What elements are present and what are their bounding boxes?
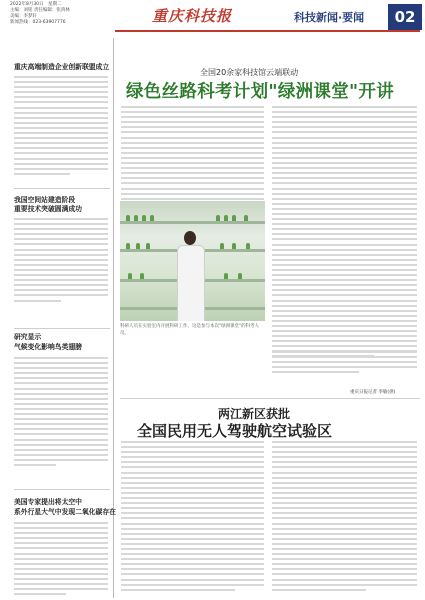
- article-body-alliance: [14, 76, 108, 178]
- article-body-exoplanet: [14, 522, 108, 598]
- page-header: [0, 0, 425, 40]
- article-body-station: [14, 218, 108, 305]
- main-body-col2: [272, 106, 417, 376]
- main-body-col1-top: [121, 106, 264, 203]
- page-number: 02: [388, 4, 422, 30]
- issue-info: [10, 2, 70, 26]
- main-byline: 重庆日报记者 李敏(供): [350, 390, 396, 395]
- main-headline: 绿色丝路科考计划"绿洲课堂"开讲: [126, 82, 395, 102]
- article-title-station-2: 重要技术突破圆满成功: [14, 205, 82, 213]
- designer: 美编：李梦轩: [10, 14, 37, 19]
- main-body-col2-bottom: [272, 340, 417, 360]
- main-kicker: 全国20余家科技馆云端联动: [200, 68, 299, 77]
- header-rule: [115, 30, 420, 32]
- article-title-alliance: 重庆高端制造企业创新联盟成立: [14, 63, 110, 71]
- masthead-logo: 重庆科技报: [152, 7, 233, 25]
- lower-headline-2: 全国民用无人驾驶航空试验区: [137, 422, 333, 440]
- article-title-study-2: 气候变化影响鸟类翅膀: [14, 343, 82, 351]
- left-rule-3: [14, 489, 110, 490]
- issue-date: 2022年8月30日 星期二: [10, 2, 62, 7]
- lab-photo: [120, 201, 265, 321]
- lower-body-col1: [121, 441, 264, 594]
- article-body-study: [14, 357, 108, 469]
- left-rule-1: [14, 188, 110, 189]
- chief-editor: 主编：刘铭 责任编辑：张鸿林: [10, 8, 70, 13]
- photo-caption: 科研人员在实验室内开展科研工作，这是参与本次"绿洲课堂"的科考人员。: [120, 324, 260, 336]
- article-title-exoplanet-2: 系外行星大气中发现二氧化碳存在: [14, 508, 116, 516]
- lower-headline-1: 两江新区获批: [218, 407, 291, 421]
- main-rule: [120, 398, 420, 399]
- section-title: 科技新闻·要闻: [294, 11, 365, 24]
- news-hotline: 新闻热线：023-63907776: [10, 20, 66, 25]
- article-title-study-1: 研究显示: [14, 333, 42, 341]
- article-title-exoplanet-1: 美国专家提出将太空中: [14, 498, 82, 506]
- left-rule-2: [14, 328, 110, 329]
- lower-body-col2: [272, 441, 417, 594]
- researcher-figure: [175, 231, 205, 321]
- article-title-station-1: 我国空间站建造阶段: [14, 196, 76, 204]
